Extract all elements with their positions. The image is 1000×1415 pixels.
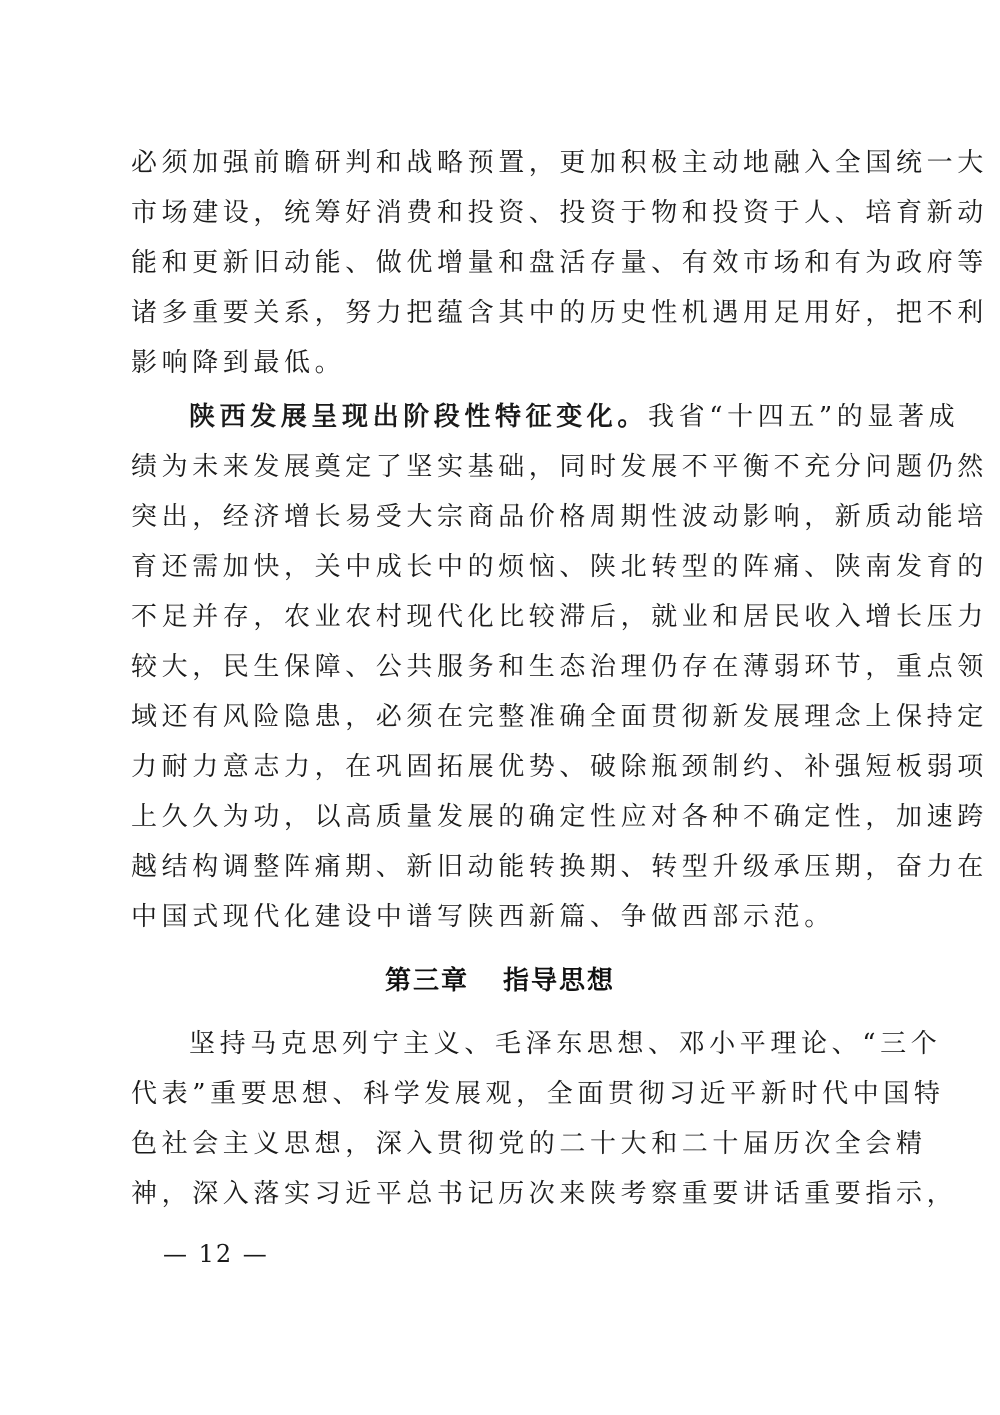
chapter-heading (0, 960, 1000, 997)
chapter-title-text: 指导思想 (503, 966, 616, 996)
paragraph-line: 诸多重要关系，努力把蕴含其中的历史性机遇用足用好，把不利 (131, 298, 988, 328)
paragraph-line: 代表”重要思想、科学发展观，全面贯彻习近平新时代中国特 (131, 1079, 945, 1109)
paragraph-line: 必须加强前瞻研判和战略预置，更加积极主动地融入全国统一大 (131, 148, 988, 178)
paragraph-first-line (131, 392, 960, 442)
paragraph-line: 中国式现代化建设中谱写陕西新篇、争做西部示范。 (131, 902, 835, 932)
paragraph-line: 育还需加快，关中成长中的烦恼、陕北转型的阵痛、陕南发育的 (131, 552, 988, 582)
paragraph-2 (131, 392, 988, 942)
paragraph-3 (131, 1019, 958, 1219)
paragraph-line: 较大，民生保障、公共服务和生态治理仍存在薄弱环节，重点领 (131, 652, 988, 682)
paragraph-line: 色社会主义思想，深入贯彻党的二十大和二十届历次全会精 (131, 1129, 927, 1159)
paragraph-line: 坚持马克思列宁主义、毛泽东思想、邓小平理论、“三个 (189, 1029, 942, 1059)
paragraph-line: 影响降到最低。 (131, 348, 346, 378)
paragraph-1 (131, 138, 988, 388)
paragraph-line: 能和更新旧动能、做优增量和盘活存量、有效市场和有为政府等 (131, 248, 988, 278)
chapter-number: 第三章 (384, 966, 469, 996)
paragraph-line: 上久久为功，以高质量发展的确定性应对各种不确定性，加速跨 (131, 802, 988, 832)
paragraph-lead-heading: 陕西发展呈现出阶段性特征变化。 (189, 402, 649, 432)
paragraph-line-rest: 我省“十四五”的显著成 (648, 402, 960, 432)
paragraph-line: 不足并存，农业农村现代化比较滞后，就业和居民收入增长压力 (131, 602, 988, 632)
paragraph-line: 越结构调整阵痛期、新旧动能转换期、转型升级承压期，奋力在 (131, 852, 988, 882)
paragraph-line: 力耐力意志力，在巩固拓展优势、破除瓶颈制约、补强短板弱项 (131, 752, 988, 782)
paragraph-line: 绩为未来发展奠定了坚实基础，同时发展不平衡不充分问题仍然 (131, 452, 988, 482)
paragraph-line: 突出，经济增长易受大宗商品价格周期性波动影响，新质动能培 (131, 502, 988, 532)
paragraph-line: 域还有风险隐患，必须在完整准确全面贯彻新发展理念上保持定 (131, 702, 988, 732)
paragraph-line: 神，深入落实习近平总书记历次来陕考察重要讲话重要指示， (131, 1179, 958, 1209)
paragraph-line: 市场建设，统筹好消费和投资、投资于物和投资于人、培育新动 (131, 198, 988, 228)
page-number: — 12 — (163, 1240, 269, 1268)
